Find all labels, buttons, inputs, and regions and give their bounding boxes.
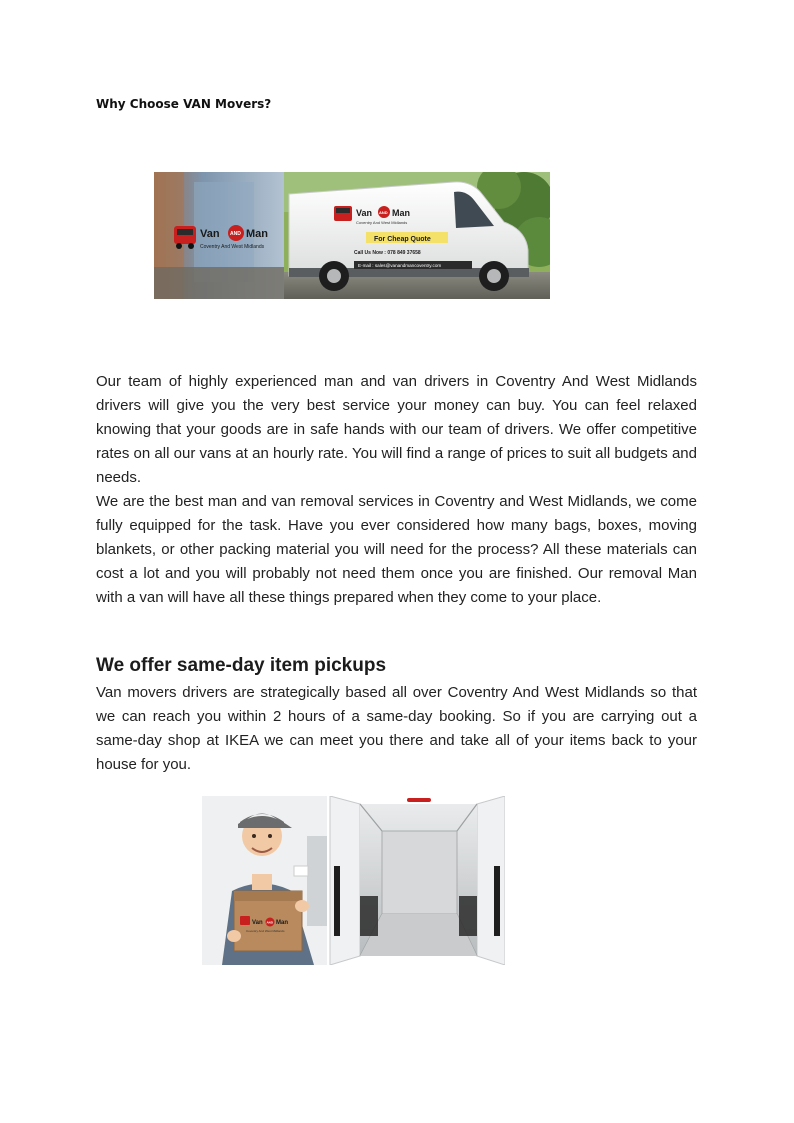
box-logo-man: Man (276, 920, 288, 926)
banner-left-logo-and: AND (230, 231, 241, 237)
van-side-tagline: Coventry And West Midlands (356, 220, 408, 225)
banner-left-logo-man: Man (246, 228, 268, 240)
banner-left-logo-van: Van (200, 228, 220, 240)
section-paragraph: Van movers drivers are strategically based all over Coventry And West Midlands so that we can reach you within 2 hours of a same-day booking. So if you are carrying out a same-day shop at IKEA we can meet you there and take all of your items back to your house for you. (96, 684, 697, 773)
section-heading: We offer same-day item pickups (96, 655, 387, 676)
intro-paragraph-1: Our team of highly experienced man and van drivers in Coventry And West Midlands drivers will give you the very best service your money can buy. You can feel relaxed knowing that your goods are in safe hands with our team of drivers. We offer competitive rates on all our vans at an hourly rate. You will find a range of prices to suit all budgets and needs. (96, 373, 697, 486)
pickup-photo-image (202, 796, 505, 965)
van-side-logo-man: Man (392, 208, 410, 218)
intro-paragraph-2: We are the best man and van removal services in Coventry and West Midlands, we come fully equipped for the task. Have you ever considered how many bags, boxes, moving blankets, or other packing material you will need for the process? All these materials can cost a lot and you will probably not need them once you are finished. Our removal Man with a van will have all these things prepared when they come to your place. (96, 493, 697, 606)
van-side-logo-van: Van (356, 208, 373, 218)
box-tagline: Coventry And West Midlands (246, 929, 285, 933)
banner-left-tagline: Coventry And West Midlands (200, 244, 265, 250)
box-logo-van: Van (252, 920, 263, 926)
van-side-logo-and: AND (379, 210, 388, 215)
document-heading: Why Choose VAN Movers? (96, 97, 272, 111)
box-logo-and: AND (266, 920, 273, 925)
van-quote-label: For Cheap Quote (374, 236, 431, 243)
van-email-line: E-mail : sales@vanandmancoventry.com (358, 263, 442, 268)
van-banner-image (154, 172, 550, 299)
van-call-line: Call Us Now : 078 849 37658 (354, 250, 421, 256)
section-text (96, 681, 697, 777)
intro-text (96, 370, 697, 610)
